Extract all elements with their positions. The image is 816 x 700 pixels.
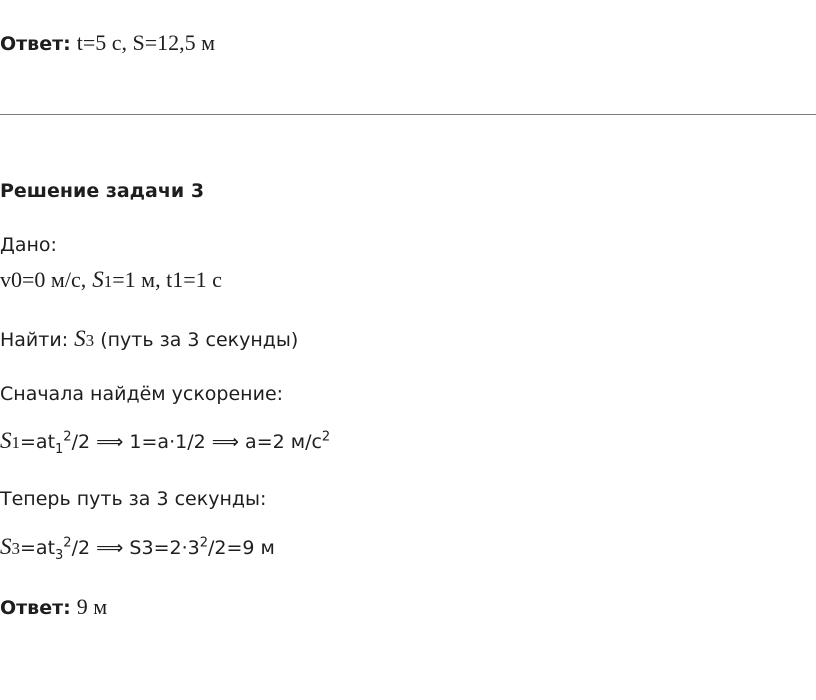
eq1-pow: 2	[63, 429, 72, 445]
eq1-mid: 1=a·1/2	[129, 431, 206, 453]
eq1-frac: /2	[71, 431, 91, 453]
given-s1-index: 1	[103, 272, 113, 291]
find-line	[0, 326, 298, 354]
eq2-symbol: S	[0, 534, 12, 559]
find-note: (путь за 3 секунды)	[100, 329, 299, 351]
given-s1-value: =1 м, t1=1 с	[112, 267, 222, 292]
final-answer	[0, 594, 107, 621]
eq1-lhs: =at	[20, 431, 56, 453]
equation-2	[0, 534, 275, 562]
eq1-result: a=2 м/с	[245, 431, 322, 453]
eq2-implies-arrow: ⟹	[96, 537, 124, 559]
find-label: Найти:	[0, 329, 69, 351]
equation-1	[0, 428, 330, 456]
given-v0: v0=0 м/с,	[0, 267, 87, 292]
eq1-implies-arrow-1: ⟹	[96, 431, 124, 453]
given-values	[0, 267, 222, 295]
previous-answer-value: t=5 с, S=12,5 м	[76, 30, 216, 55]
find-index: 3	[85, 331, 95, 350]
given-label: Дано:	[0, 234, 57, 256]
eq1-symbol: S	[0, 428, 12, 453]
eq2-lhs: =at	[20, 537, 56, 559]
previous-answer	[0, 30, 215, 57]
eq2-mid-pow: 2	[199, 535, 208, 551]
step1-text: Сначала найдём ускорение:	[0, 383, 284, 405]
solution-title: Решение задачи 3	[0, 180, 205, 202]
step2-text: Теперь путь за 3 секунды:	[0, 488, 267, 510]
eq2-mid-b: /2=9 м	[208, 537, 275, 559]
previous-answer-label: Ответ:	[0, 33, 71, 55]
eq1-index: 1	[11, 433, 20, 452]
eq1-t-sub: 1	[55, 441, 64, 457]
eq2-t-sub: 3	[55, 547, 64, 563]
eq1-implies-arrow-2: ⟹	[211, 431, 239, 453]
find-symbol: S	[74, 326, 86, 351]
eq1-result-pow: 2	[321, 429, 331, 445]
final-answer-label: Ответ:	[0, 597, 71, 619]
eq2-mid-a: S3=2·3	[129, 537, 200, 559]
eq2-frac: /2	[71, 537, 91, 559]
eq2-index: 3	[11, 539, 20, 558]
eq2-pow: 2	[63, 535, 72, 551]
given-s1-symbol: S	[92, 267, 104, 292]
section-divider	[0, 114, 816, 115]
final-answer-value: 9 м	[76, 594, 108, 619]
